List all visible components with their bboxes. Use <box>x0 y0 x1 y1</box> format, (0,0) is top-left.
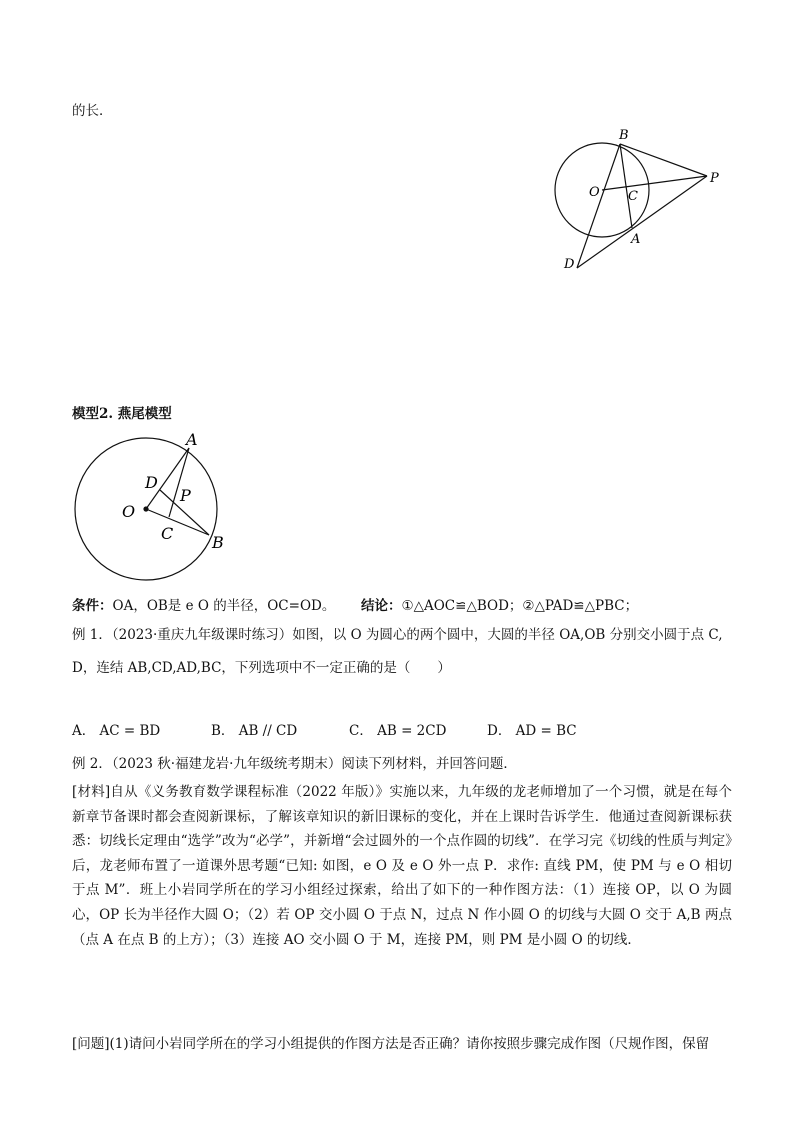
condition-label: 条件： <box>72 598 113 614</box>
conclusion-label: 结论： <box>361 598 402 614</box>
label-o: O <box>589 185 600 200</box>
label-b: B <box>619 128 629 143</box>
center-dot <box>143 506 148 511</box>
line-bd <box>577 144 620 268</box>
example1-option-c: C． AB = 2CD <box>349 723 447 739</box>
conclusion-text: ①△AOC≌△BOD；②△PAD≌△PBC； <box>401 598 639 614</box>
label-d: D <box>564 257 575 272</box>
label-p: P <box>180 486 191 505</box>
line-ob <box>146 509 209 535</box>
label-o: O <box>122 502 136 521</box>
line-bp <box>620 144 707 176</box>
example1-line2: D，连结 AB,CD,AD,BC，下列选项中不一定正确的是（ ） <box>72 660 451 676</box>
example1-option-a: A． AC = BD <box>72 723 161 739</box>
example2-material: [材料]自从《义务教育数学课程标准（2022 年版）》实施以来，九年级的龙老师增加了一个习惯，就是在每个新章节备课时都会查阅新课标，了解该章知识的新旧课标的变化，并在上课时告诉学生．他通过查阅新课标获悉：切线长定理由“选学”改为“必学”，并新增“会过圆外的一个点作圆的切线”．在学习完《切线的性质与判定》后，龙老师布置了一道课外思考题“已知: 如图，e O 及 e O 外一点 P．求作: 直线 PM，使 PM 与 e O 相切于点 M”．班上小岩同学所在的学习小组经过探索，给出了如下的一种作图方法：（1）连接 OP，以 O 为圆心，OP 长为半径作大圆 O；（2）若 OP 交小圆 O 于点 N，过点 N 作小圆 O 的切线与大圆 O 交于 A,B 两点（点 A 在点 B 的上方）；（3）连接 AO 交小圆 O 于 M，连接 PM，则 PM 是小圆 O 的切线． <box>72 784 732 948</box>
example1-option-b: B． AB // CD <box>211 723 298 739</box>
label-a: A <box>186 430 198 449</box>
label-b: B <box>212 533 224 552</box>
label-d: D <box>145 473 158 492</box>
example2-line1: 例 2．（2023 秋·福建龙岩·九年级统考期末）阅读下列材料，并回答问题． <box>72 756 517 772</box>
condition-line <box>72 596 335 616</box>
example2-question: [问题](1)请问小岩同学所在的学习小组提供的作图方法是否正确？请你按照步骤完成作图（尺规作图，保留 <box>72 1036 710 1052</box>
example1-option-d: D． AD = BC <box>487 723 577 739</box>
line-op <box>602 176 707 190</box>
example1-line1: 例 1．（2023·重庆九年级课时练习）如图，以 O 为圆心的两个圆中，大圆的半径 OA,OB 分别交小圆于点 C, <box>72 627 723 643</box>
label-a: A <box>631 232 641 247</box>
condition-text: OA，OB是 e O 的半径，OC=OD。 <box>112 598 336 614</box>
conclusion-line <box>361 596 638 616</box>
figure-swallowtail <box>68 428 238 586</box>
label-c: C <box>161 524 174 543</box>
figure-circle-tangent <box>550 124 730 274</box>
continued-text: 的长． <box>72 103 113 119</box>
label-p: P <box>710 171 719 186</box>
model2-title: 模型2. 燕尾模型 <box>72 406 172 422</box>
label-c: C <box>628 189 638 204</box>
